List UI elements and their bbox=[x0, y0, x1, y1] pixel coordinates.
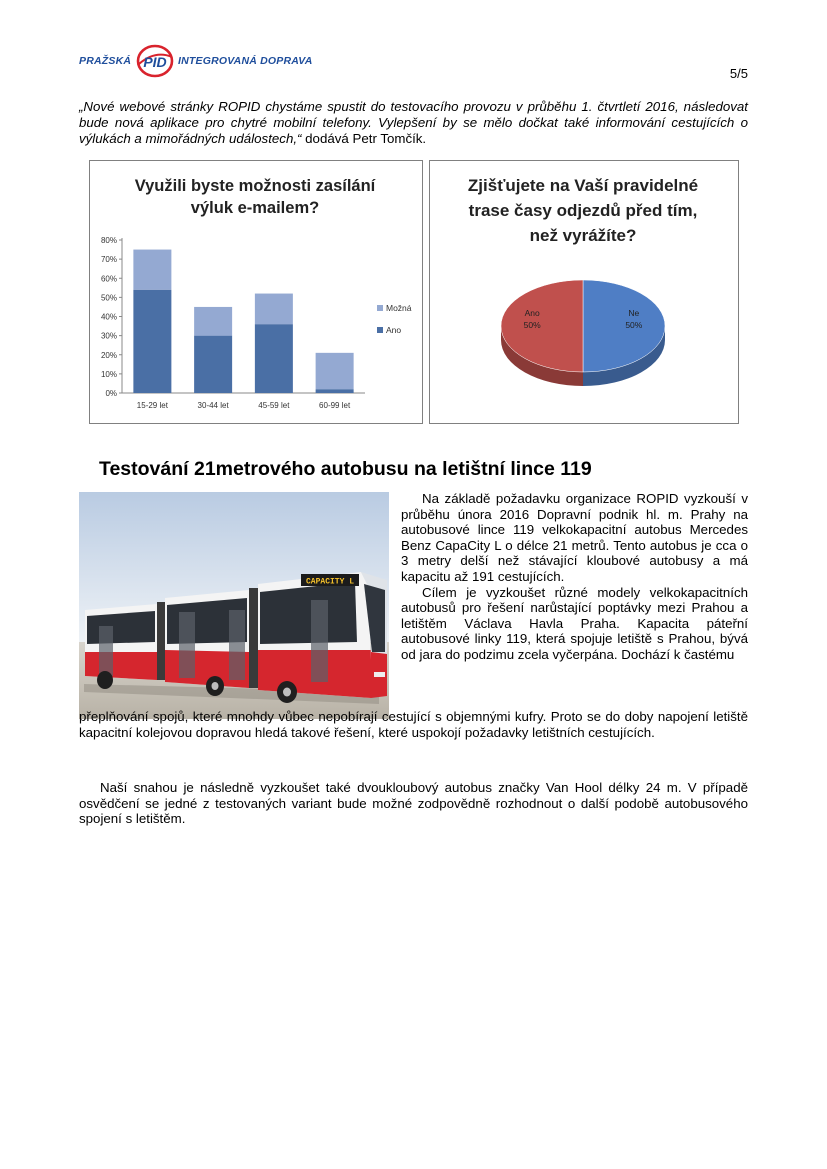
bar-x-tick-label: 45-59 let bbox=[258, 401, 290, 410]
bar-legend-swatch bbox=[377, 327, 383, 333]
bar-x-tick-label: 15-29 let bbox=[136, 401, 168, 410]
logo-mark-text: PID bbox=[143, 54, 167, 70]
pie-pct-ne: 50% bbox=[625, 320, 643, 330]
quote-text: „Nové webové stránky ROPID chystáme spustit do testovacího provozu v průběhu 1. čtvrtletí 2016, následovat bude nová aplikace pro chytré mobilní telefony. Vylepšení by se mělo dočkat také informování cestujících o výlukách a mimořádných událostech,“ bbox=[79, 99, 748, 146]
bar-legend-label: Možná bbox=[386, 303, 412, 313]
destination-sign-text: CAPACITY L bbox=[305, 577, 355, 587]
pie-chart-panel bbox=[429, 160, 739, 424]
pie-chart bbox=[430, 161, 736, 421]
article-right-column bbox=[401, 491, 748, 663]
pie-label-ne: Ne bbox=[628, 308, 640, 318]
bar-legend-swatch bbox=[377, 305, 383, 311]
bar-možná-15-29 let bbox=[133, 250, 171, 290]
paragraph-2-end: přeplňování spojů, které mnohdy vůbec nepobírají cestující s objemnými kufry. Proto se do doby napojení letiště kapacitní kolejovou dopravou hledá takové řešení, které uspokojí požadavky letištních cestujících. bbox=[79, 709, 748, 740]
bar-ano-45-59 let bbox=[255, 324, 293, 393]
bus-photo bbox=[79, 492, 389, 719]
bar-chart-title-line1: Využili byste možnosti zasílání bbox=[134, 177, 376, 195]
bar-y-tick-label: 10% bbox=[100, 369, 117, 379]
pie-chart-title-line2: trase časy odjezdů před tím, bbox=[468, 201, 698, 220]
bar-y-tick-label: 80% bbox=[100, 236, 117, 245]
bar-možná-45-59 let bbox=[255, 294, 293, 325]
page-number: 5/5 bbox=[729, 66, 748, 81]
pid-logo-mark-icon bbox=[136, 44, 174, 78]
bar-x-tick-label: 30-44 let bbox=[197, 401, 229, 410]
bar-y-tick-label: 50% bbox=[100, 293, 117, 303]
bus-illustration bbox=[79, 492, 389, 719]
bar-ano-60-99 let bbox=[316, 389, 354, 393]
bar-možná-60-99 let bbox=[316, 353, 354, 389]
bar-ano-30-44 let bbox=[194, 336, 232, 393]
bar-legend-label: Ano bbox=[386, 325, 402, 335]
bar-chart-panel bbox=[89, 160, 423, 424]
bar-chart bbox=[90, 161, 420, 421]
bar-chart-title-line2: výluk e-mailem? bbox=[190, 199, 320, 217]
pie-chart-title-line1: Zjišťujete na Vaší pravidelné bbox=[467, 176, 699, 195]
article-full-width-2 bbox=[79, 780, 748, 827]
article-full-width-1 bbox=[79, 709, 748, 740]
bar-x-tick-label: 60-99 let bbox=[319, 401, 351, 410]
bar-y-tick-label: 70% bbox=[100, 255, 117, 265]
paragraph-2-start: Cílem je vyzkoušet různé modely velkokapacitních autobusů pro řešení narůstající poptávky mezi Prahou a letištěm Václava Havla Praha. Kapacita páteřní autobusové linky 119, která spojuje letiště s Prahou, bývá od jara do podzimu zcela vyčerpána. Dochází k častému bbox=[401, 584, 748, 662]
pid-logo bbox=[79, 44, 324, 78]
pie-label-ano: Ano bbox=[524, 308, 540, 318]
bar-ano-15-29 let bbox=[133, 290, 171, 393]
bar-y-tick-label: 0% bbox=[105, 389, 117, 398]
bar-y-tick-label: 20% bbox=[100, 350, 117, 360]
pie-chart-title-line3: než vyrážíte? bbox=[529, 226, 637, 245]
paragraph-1: Na základě požadavku organizace ROPID vyzkouší v průběhu února 2016 Dopravní podnik hl. m. Prahy na autobusové lince 119 velkokapacitní autobus Mercedes Benz CapaCity L o délce 21 metrů. Tento autobus je cca o 3 metry delší než stávající kloubové autobusy a má kapacitu až 191 cestujících. bbox=[401, 491, 748, 584]
bar-y-tick-label: 30% bbox=[100, 331, 117, 341]
quote-attribution: dodává Petr Tomčík. bbox=[301, 131, 427, 146]
paragraph-3: Naší snahou je následně vyzkoušet také dvoukloubový autobus značky Van Hool délky 24 m. V případě osvědčení se jedné z testovaných variant bude možné zodpovědně rozhodnout o další podobě autobusového spojení s letištěm. bbox=[79, 780, 748, 827]
bar-možná-30-44 let bbox=[194, 307, 232, 336]
pie-pct-ano: 50% bbox=[523, 320, 541, 330]
quote-paragraph bbox=[79, 99, 748, 147]
logo-text-right: INTEGROVANÁ DOPRAVA bbox=[178, 55, 313, 67]
bar-y-tick-label: 40% bbox=[100, 312, 117, 322]
logo-text-left: PRAŽSKÁ bbox=[79, 55, 132, 67]
section-heading: Testování 21metrového autobusu na letištní lince 119 bbox=[99, 458, 592, 480]
bar-y-tick-label: 60% bbox=[100, 274, 117, 284]
